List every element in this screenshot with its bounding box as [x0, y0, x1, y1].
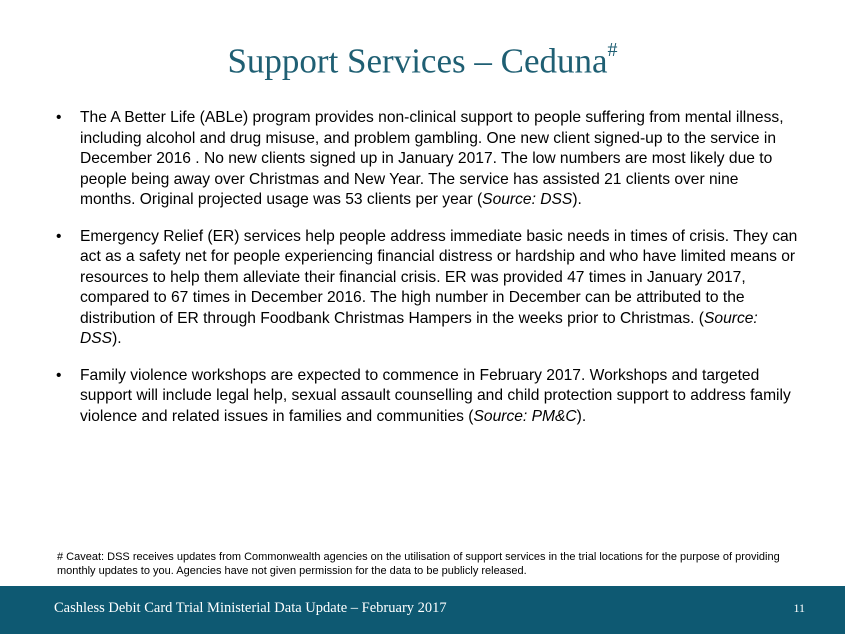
bullet-after: ). — [572, 191, 582, 208]
bullet-text: Family violence workshops are expected to commence in February 2017. Workshops and targeted support will include legal help, sexual assault counselling and child protection support to address family violence and related issues in families and communities ( — [80, 366, 791, 425]
bullet-text: The A Better Life (ABLe) program provides non-clinical support to people suffering from mental illness, including alcohol and drug misuse, and problem gambling. One new client signed-up to the service in December 2016 . No new clients signed up in January 2017. The low numbers are most likely due to people being away over Christmas and New Year. The service has assisted 21 clients over nine months. Original projected usage was 53 clients per year ( — [80, 109, 784, 208]
slide-title — [0, 32, 845, 84]
bullet-list — [56, 108, 798, 443]
bullet-icon: • — [56, 366, 62, 384]
bullet-source: Source: DSS — [80, 309, 758, 347]
bullet-source: Source: DSS — [482, 191, 573, 208]
bullet-source: Source: PM&C — [473, 407, 577, 425]
bullet-text: Emergency Relief (ER) services help people address immediate basic needs in times of crisis. They can act as a safety net for people experiencing financial distress or hardship and who have limited means or resources to help them alleviate their financial crisis. ER was provided 47 times in January 2017, compared to 67 times in December 2016. The high number in December can be attributed to the distribution of ER through Foodbank Christmas Hampers in the weeks prior to Christmas. ( — [80, 227, 798, 327]
bullet-item — [56, 227, 798, 350]
page-number: 11 — [793, 601, 805, 615]
footer-bar — [0, 586, 845, 634]
bullet-after: ). — [112, 330, 122, 347]
footer-title: Cashless Debit Card Trial Ministerial Data Update – February 2017 — [54, 600, 447, 616]
bullet-icon: • — [56, 227, 62, 245]
title-superscript: # — [607, 39, 618, 61]
bullet-item — [56, 366, 798, 428]
bullet-item — [56, 108, 798, 211]
bullet-icon: • — [56, 109, 62, 126]
bullet-after: ). — [576, 407, 587, 425]
title-text: Support Services – Ceduna — [227, 41, 608, 81]
caveat-note: # Caveat: DSS receives updates from Commonwealth agencies on the utilisation of support services in the trial locations for the purpose of providing monthly updates to you. Agencies have not given permission for the data to be publicly released. — [57, 551, 780, 577]
